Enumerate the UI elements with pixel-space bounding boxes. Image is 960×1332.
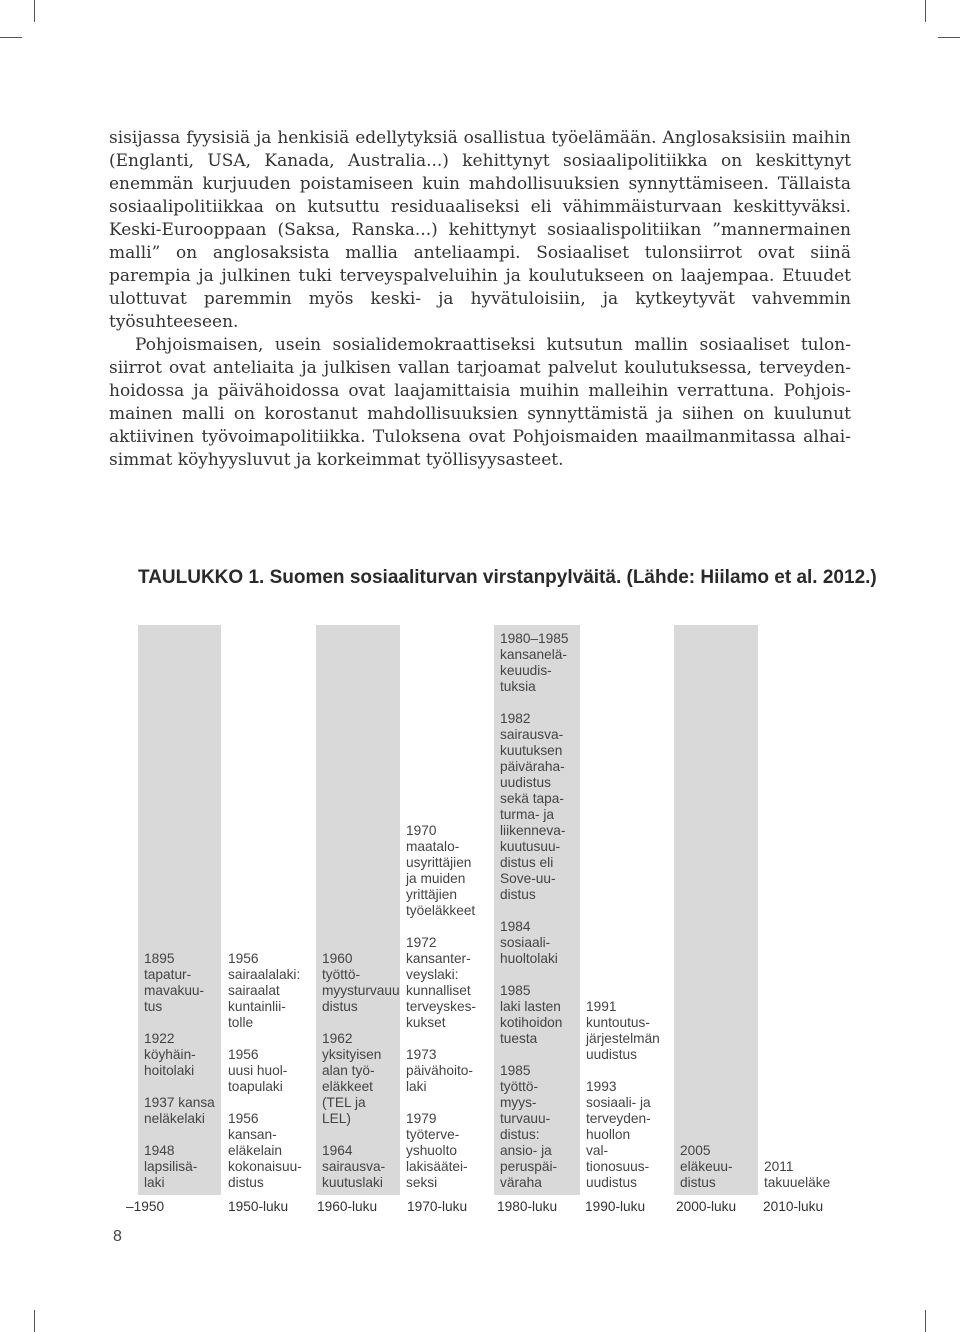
timeline-column-1970s — [400, 625, 492, 1195]
timeline-entry: 1993 sosiaali- ja terveyden- huollon val- tionosuus- uudistus — [586, 1079, 651, 1190]
crop-mark — [925, 0, 926, 22]
paragraph: sisijassa fyysisiä ja henkisiä edellytyksiä osallistua työelämään. Anglosaksisiin maihin (Englanti, USA, Kanada, Australia...) kehittynyt sosiaalipolitiikka on keskittynyt enemmän kurjuuden poistamiseen kuin mahdollisuuksien synnyttämiseen. Tällaista sosiaalipolitiikkaa on kutsuttu residuaaliseksi eli vähimmäisturvaan keskittyväksi. Keski-Eurooppaan (Saksa, Ranska...) kehittynyt sosiaalispolitiikan ”mannermainen malli” on anglosaksista mallia anteliaampi. Sosiaaliset tulonsiirrot ovat siinä parempia ja julkinen tuki terveyspalveluihin ja koulutukseen on laajempaa. Etuudet ulottuvat paremmin myös keski- ja hyvätuloisiin, ja kytkeytyvät vahvemmin työsuhteeseen. — [109, 128, 851, 332]
timeline-entry: 1956 sairaalalaki: sairaalat kuntainlii- tolle — [228, 951, 301, 1030]
decade-label: 2000-luku — [676, 1199, 737, 1214]
timeline-column-1990s — [580, 625, 672, 1195]
decade-label: –1950 — [126, 1199, 165, 1214]
crop-mark — [925, 1310, 926, 1332]
timeline-column-1950s — [222, 625, 314, 1195]
decade-label: 1990-luku — [585, 1199, 646, 1214]
timeline-entry: 2011 takuueläke — [764, 1159, 831, 1190]
timeline-entry: 1922 köyhäin- hoitolaki — [144, 1031, 196, 1078]
decade-label: 2010-luku — [763, 1199, 824, 1214]
timeline-entry: 1960 työttö- myysturvauudistus — [322, 951, 400, 1014]
timeline-entry: 1964 sairausva- kuutuslaki — [322, 1143, 386, 1190]
crop-mark — [34, 1310, 35, 1332]
timeline-entry: 1895 tapatur- mavakuu- tus — [144, 951, 205, 1014]
timeline-column-1950 — [138, 625, 221, 1195]
body-text — [109, 127, 851, 472]
table-title: TAULUKKO 1. Suomen sosiaaliturvan virstanpylväitä. (Lähde: Hiilamo et al. 2012.) — [138, 567, 877, 588]
timeline-column-2010s — [758, 625, 848, 1195]
timeline-entry: 1984 sosiaali- huoltolaki — [500, 919, 558, 966]
timeline-column-1980s — [494, 625, 580, 1195]
timeline-entry: 1982 sairausva- kuutuksen päiväraha- uudistus sekä tapa- turma- ja liikenneva- kuutusuu- distus eli Sove-uu- distus — [500, 711, 566, 902]
timeline-entry: 1956 kansan- eläkelain kokonaisuu- distus — [228, 1111, 302, 1190]
timeline-column-2000s — [674, 625, 758, 1195]
crop-mark — [0, 37, 22, 38]
timeline-entry: 1948 lapsilisä- laki — [144, 1143, 198, 1190]
timeline-entry: 1985 laki lasten kotihoidon tuesta — [500, 983, 563, 1046]
page-number: 8 — [113, 1228, 122, 1245]
timeline-entry: 1979 työterve- yshuolto lakisäätei- seksi — [406, 1111, 468, 1190]
timeline-entry: 1973 päivähoito- laki — [406, 1047, 473, 1094]
timeline-entry: 2005 eläkeuu- distus — [680, 1143, 733, 1190]
timeline-entry: 1962 yksityisen alan työ- eläkkeet (TEL ja LEL) — [322, 1031, 382, 1126]
timeline-entry: 1972 kansanter- veyslaki: kunnalliset terveyskes- kukset — [406, 935, 476, 1030]
decade-label: 1970-luku — [407, 1199, 468, 1214]
crop-mark — [938, 37, 960, 38]
timeline-entry: 1937 kansaneläkelaki — [144, 1095, 215, 1126]
decade-label: 1980-luku — [497, 1199, 558, 1214]
timeline-column-1960s — [316, 625, 400, 1195]
decade-label: 1950-luku — [228, 1199, 289, 1214]
timeline-entry: 1970 maatalo- usyrittäjien ja muiden yrittäjien työeläkkeet — [406, 823, 476, 918]
paragraph: Pohjoismaisen, usein sosialidemokraattiseksi kutsutun mallin sosiaaliset tulonsiirrot ovat anteliaita ja julkisen vallan tarjoamat palvelut koulutuksessa, terveydenhoidossa ja päivähoidossa ovat laajamittaisia muihin malleihin verrattuna. Pohjoismainen malli on korostanut mahdollisuuksien synnyttämistä ja siihen on kuulunut aktiivinen työvoimapolitiikka. Tuloksena ovat Pohjoismaiden maailmanmitassa alhaisimmat köyhyysluvut ja korkeimmat työllisyysasteet. — [109, 335, 851, 470]
timeline-entry: 1991 kuntoutus- järjestelmän uudistus — [586, 999, 660, 1062]
timeline-entry: 1980–1985 kansanelä- keuudis- tuksia — [500, 631, 569, 694]
timeline-entry: 1956 uusi huol- toapulaki — [228, 1047, 288, 1094]
decade-label: 1960-luku — [317, 1199, 378, 1214]
crop-mark — [34, 0, 35, 22]
timeline-entry: 1985 työttö- myys- turvauu- distus: ansio- ja peruspäi- väraha — [500, 1063, 558, 1190]
